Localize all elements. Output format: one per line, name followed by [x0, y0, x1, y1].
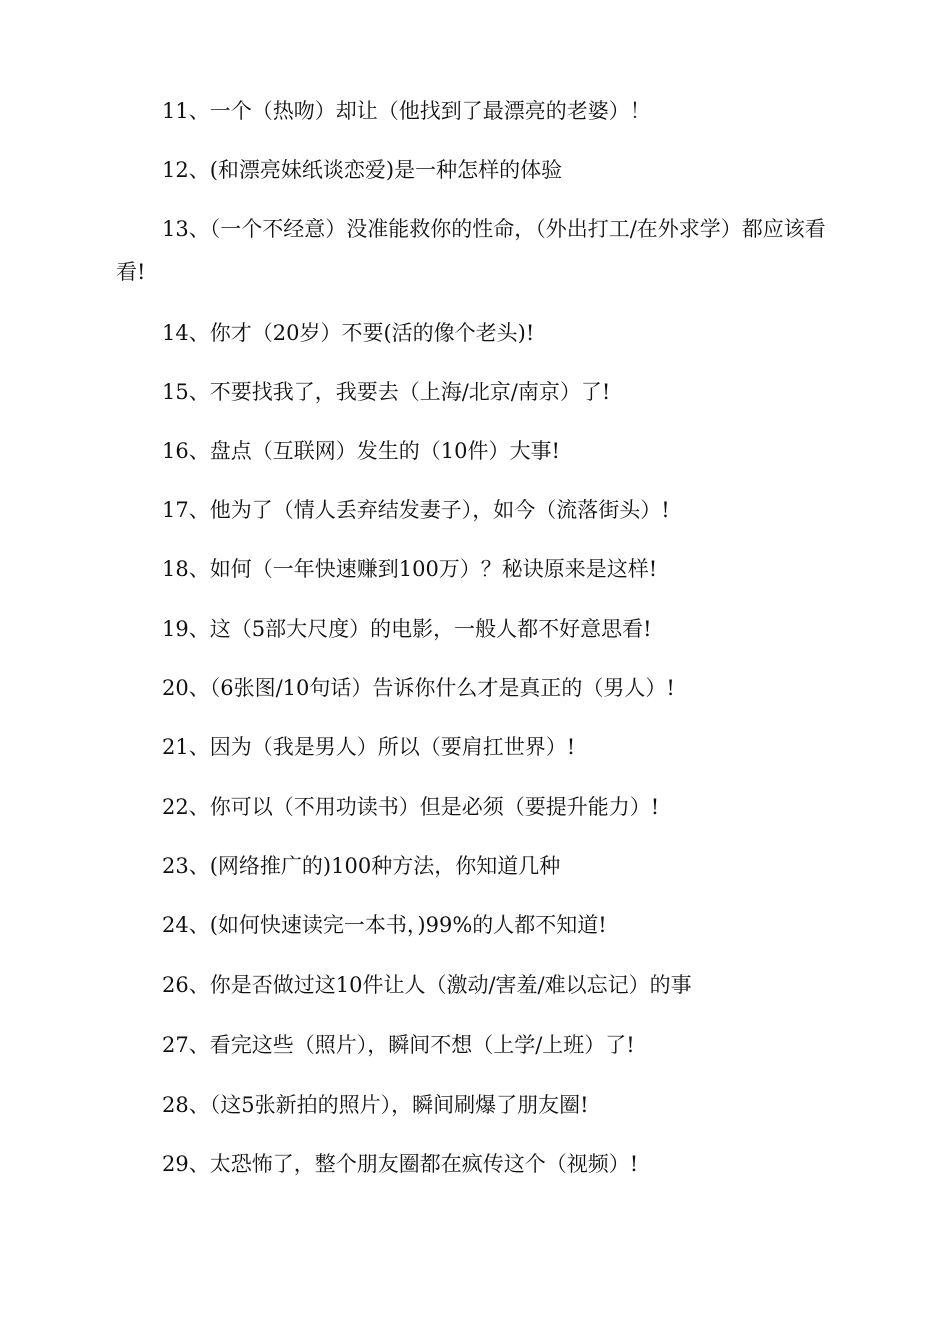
list-item: 28、（这5张新拍的照片），瞬间刷爆了朋友圈! [162, 1093, 589, 1117]
list-item: 23、(网络推广的)100种方法，你知道几种 [162, 854, 561, 878]
list-item: 24、(如何快速读完一本书，)99%的人都不知道! [162, 913, 607, 937]
list-item: 21、因为（我是男人）所以（要肩扛世界）! [162, 735, 576, 759]
list-item: 17、他为了（情人丢弃结发妻子），如今（流落街头）! [162, 498, 670, 522]
list-item: 26、你是否做过这10件让人（激动/害羞/难以忘记）的事 [162, 973, 692, 997]
list-item: 13、（一个不经意）没准能救你的性命，（外出打工/在外求学）都应该看看! [116, 217, 826, 284]
list-item: 15、不要找我了，我要去（上海/北京/南京）了! [162, 380, 611, 404]
list-item: 18、如何（一年快速赚到100万）？秘诀原来是这样! [162, 557, 658, 581]
list-item: 22、你可以（不用功读书）但是必须（要提升能力）! [162, 795, 660, 819]
list-item: 11、一个（热吻）却让（他找到了最漂亮的老婆）！ [162, 99, 651, 123]
list-item: 14、你才（20岁）不要(活的像个老头)! [162, 321, 535, 345]
list-item: 20、（6张图/10句话）告诉你什么才是真正的（男人）! [162, 676, 675, 700]
list-item: 29、太恐怖了，整个朋友圈都在疯传这个（视频）! [162, 1152, 639, 1176]
list-item: 19、这（5部大尺度）的电影，一般人都不好意思看! [162, 617, 652, 641]
list-item: 16、盘点（互联网）发生的（10件）大事! [162, 439, 560, 463]
list-item: 12、(和漂亮妹纸谈恋爱)是一种怎样的体验 [162, 158, 563, 182]
list-item: 27、看完这些（照片），瞬间不想（上学/上班）了! [162, 1033, 635, 1057]
